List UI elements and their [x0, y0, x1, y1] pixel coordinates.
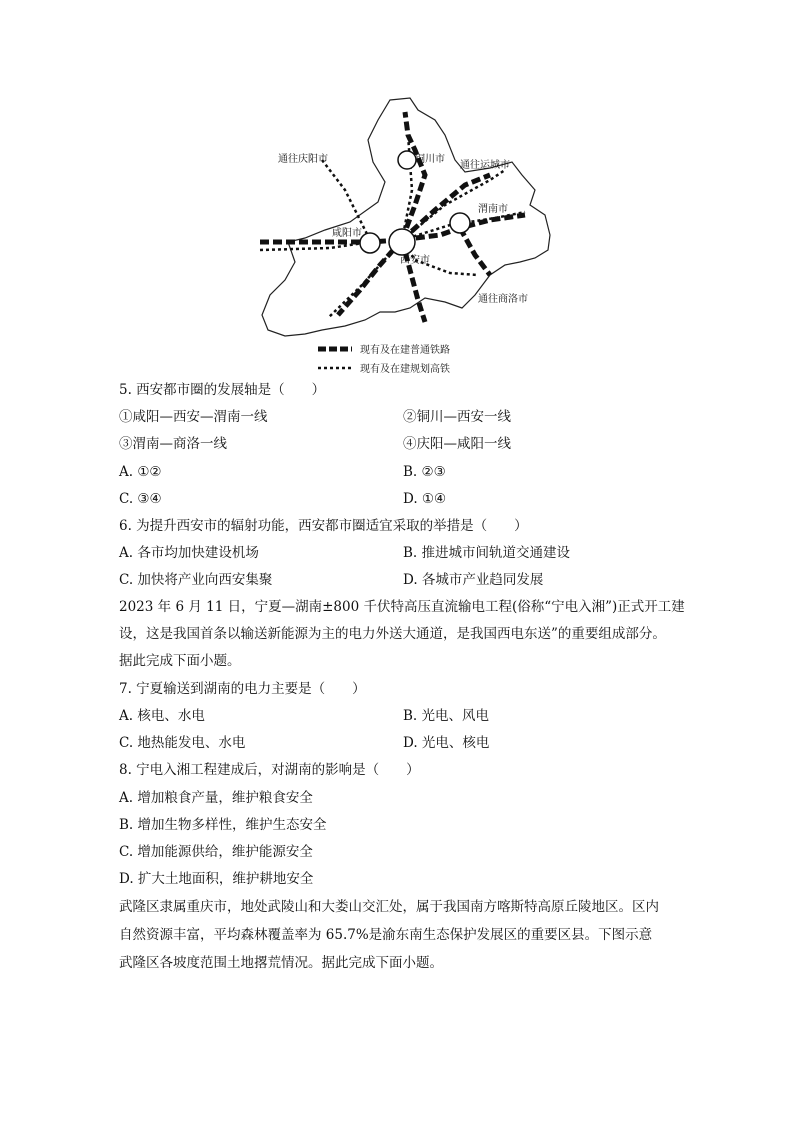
q7-option-b: B. 光电、风电: [403, 708, 490, 724]
label-xian: 西安市: [400, 255, 430, 266]
tongchuan-city: [398, 151, 416, 169]
passage2-line3: 据此完成下面小题。: [119, 653, 241, 669]
q5-statement-2: ②铜川—西安一线: [403, 409, 511, 425]
q7-option-a: A. 核电、水电: [119, 708, 205, 724]
label-weinan: 渭南市: [478, 204, 508, 215]
q5-statement-4: ④庆阳—咸阳一线: [403, 436, 511, 452]
q8-option-b: B. 增加生物多样性，维护生态安全: [119, 817, 327, 833]
q5-statement-1: ①咸阳—西安—渭南一线: [119, 409, 268, 425]
q6-option-a: A. 各市均加快建设机场: [119, 545, 259, 561]
label-yuncheng: 通往运城市: [460, 160, 510, 171]
q5-option-d: D. ①④: [403, 491, 447, 507]
q8-option-c: C. 增加能源供给，维护能源安全: [119, 844, 313, 860]
passage2-line2: 设，这是我国首条以输送新能源为主的电力外送大通道，是我国西电东送”的重要组成部分。: [119, 626, 666, 642]
weinan-city: [450, 213, 470, 233]
legend-hsr-label: 现有及在建规划高铁: [360, 364, 450, 375]
railway-northeast: [402, 175, 490, 240]
map-svg: [250, 90, 560, 380]
q6-option-d: D. 各城市产业趋同发展: [403, 572, 544, 588]
railway-southeast: [460, 228, 490, 275]
q7-option-c: C. 地热能发电、水电: [119, 735, 246, 751]
passage2-line1: 2023 年 6 月 11 日，宁夏—湖南±800 千伏特高压直流输电工程(俗称“宁电入湘”)正式开工建: [119, 599, 685, 615]
label-tongchuan: 铜川市: [415, 154, 445, 165]
railway-lines: [260, 112, 525, 322]
passage3-line1: 武隆区隶属重庆市，地处武陵山和大娄山交汇处，属于我国南方喀斯特高原丘陵地区。区内: [119, 899, 659, 915]
xian-metro-map: [250, 90, 560, 380]
q7-option-d: D. 光电、核电: [403, 735, 490, 751]
legend-railway-label: 现有及在建普通铁路: [360, 345, 450, 356]
q7-stem: 7. 宁夏输送到湖南的电力主要是（ ）: [119, 681, 366, 697]
q5-option-c: C. ③④: [119, 491, 162, 507]
q5-stem: 5. 西安都市圈的发展轴是（ ）: [119, 382, 326, 398]
q6-stem: 6. 为提升西安市的辐射功能，西安都市圈适宜采取的举措是（ ）: [119, 518, 528, 534]
xianyang-city: [360, 233, 380, 253]
q6-option-c: C. 加快将产业向西安集聚: [119, 572, 273, 588]
q6-option-b: B. 推进城市间轨道交通建设: [403, 545, 571, 561]
q5-option-a: A. ①②: [119, 464, 162, 480]
xian-city: [389, 229, 415, 255]
passage3-line3: 武隆区各坡度范围土地撂荒情况。据此完成下面小题。: [119, 955, 443, 971]
q8-option-d: D. 扩大土地面积，维护耕地安全: [119, 871, 314, 887]
label-qingyang: 通往庆阳市: [278, 154, 328, 165]
label-shangluo: 通往商洛市: [478, 294, 528, 305]
passage3-line2: 自然资源丰富，平均森林覆盖率为 65.7%是渝东南生态保护发展区的重要区县。下图示意: [119, 927, 653, 943]
q5-statement-3: ③渭南—商洛一线: [119, 436, 227, 452]
q8-stem: 8. 宁电入湘工程建成后，对湖南的影响是（ ）: [119, 762, 420, 778]
q8-option-a: A. 增加粮食产量，维护粮食安全: [119, 790, 313, 806]
q5-option-b: B. ②③: [403, 464, 446, 480]
label-xianyang: 咸阳市: [332, 228, 362, 239]
